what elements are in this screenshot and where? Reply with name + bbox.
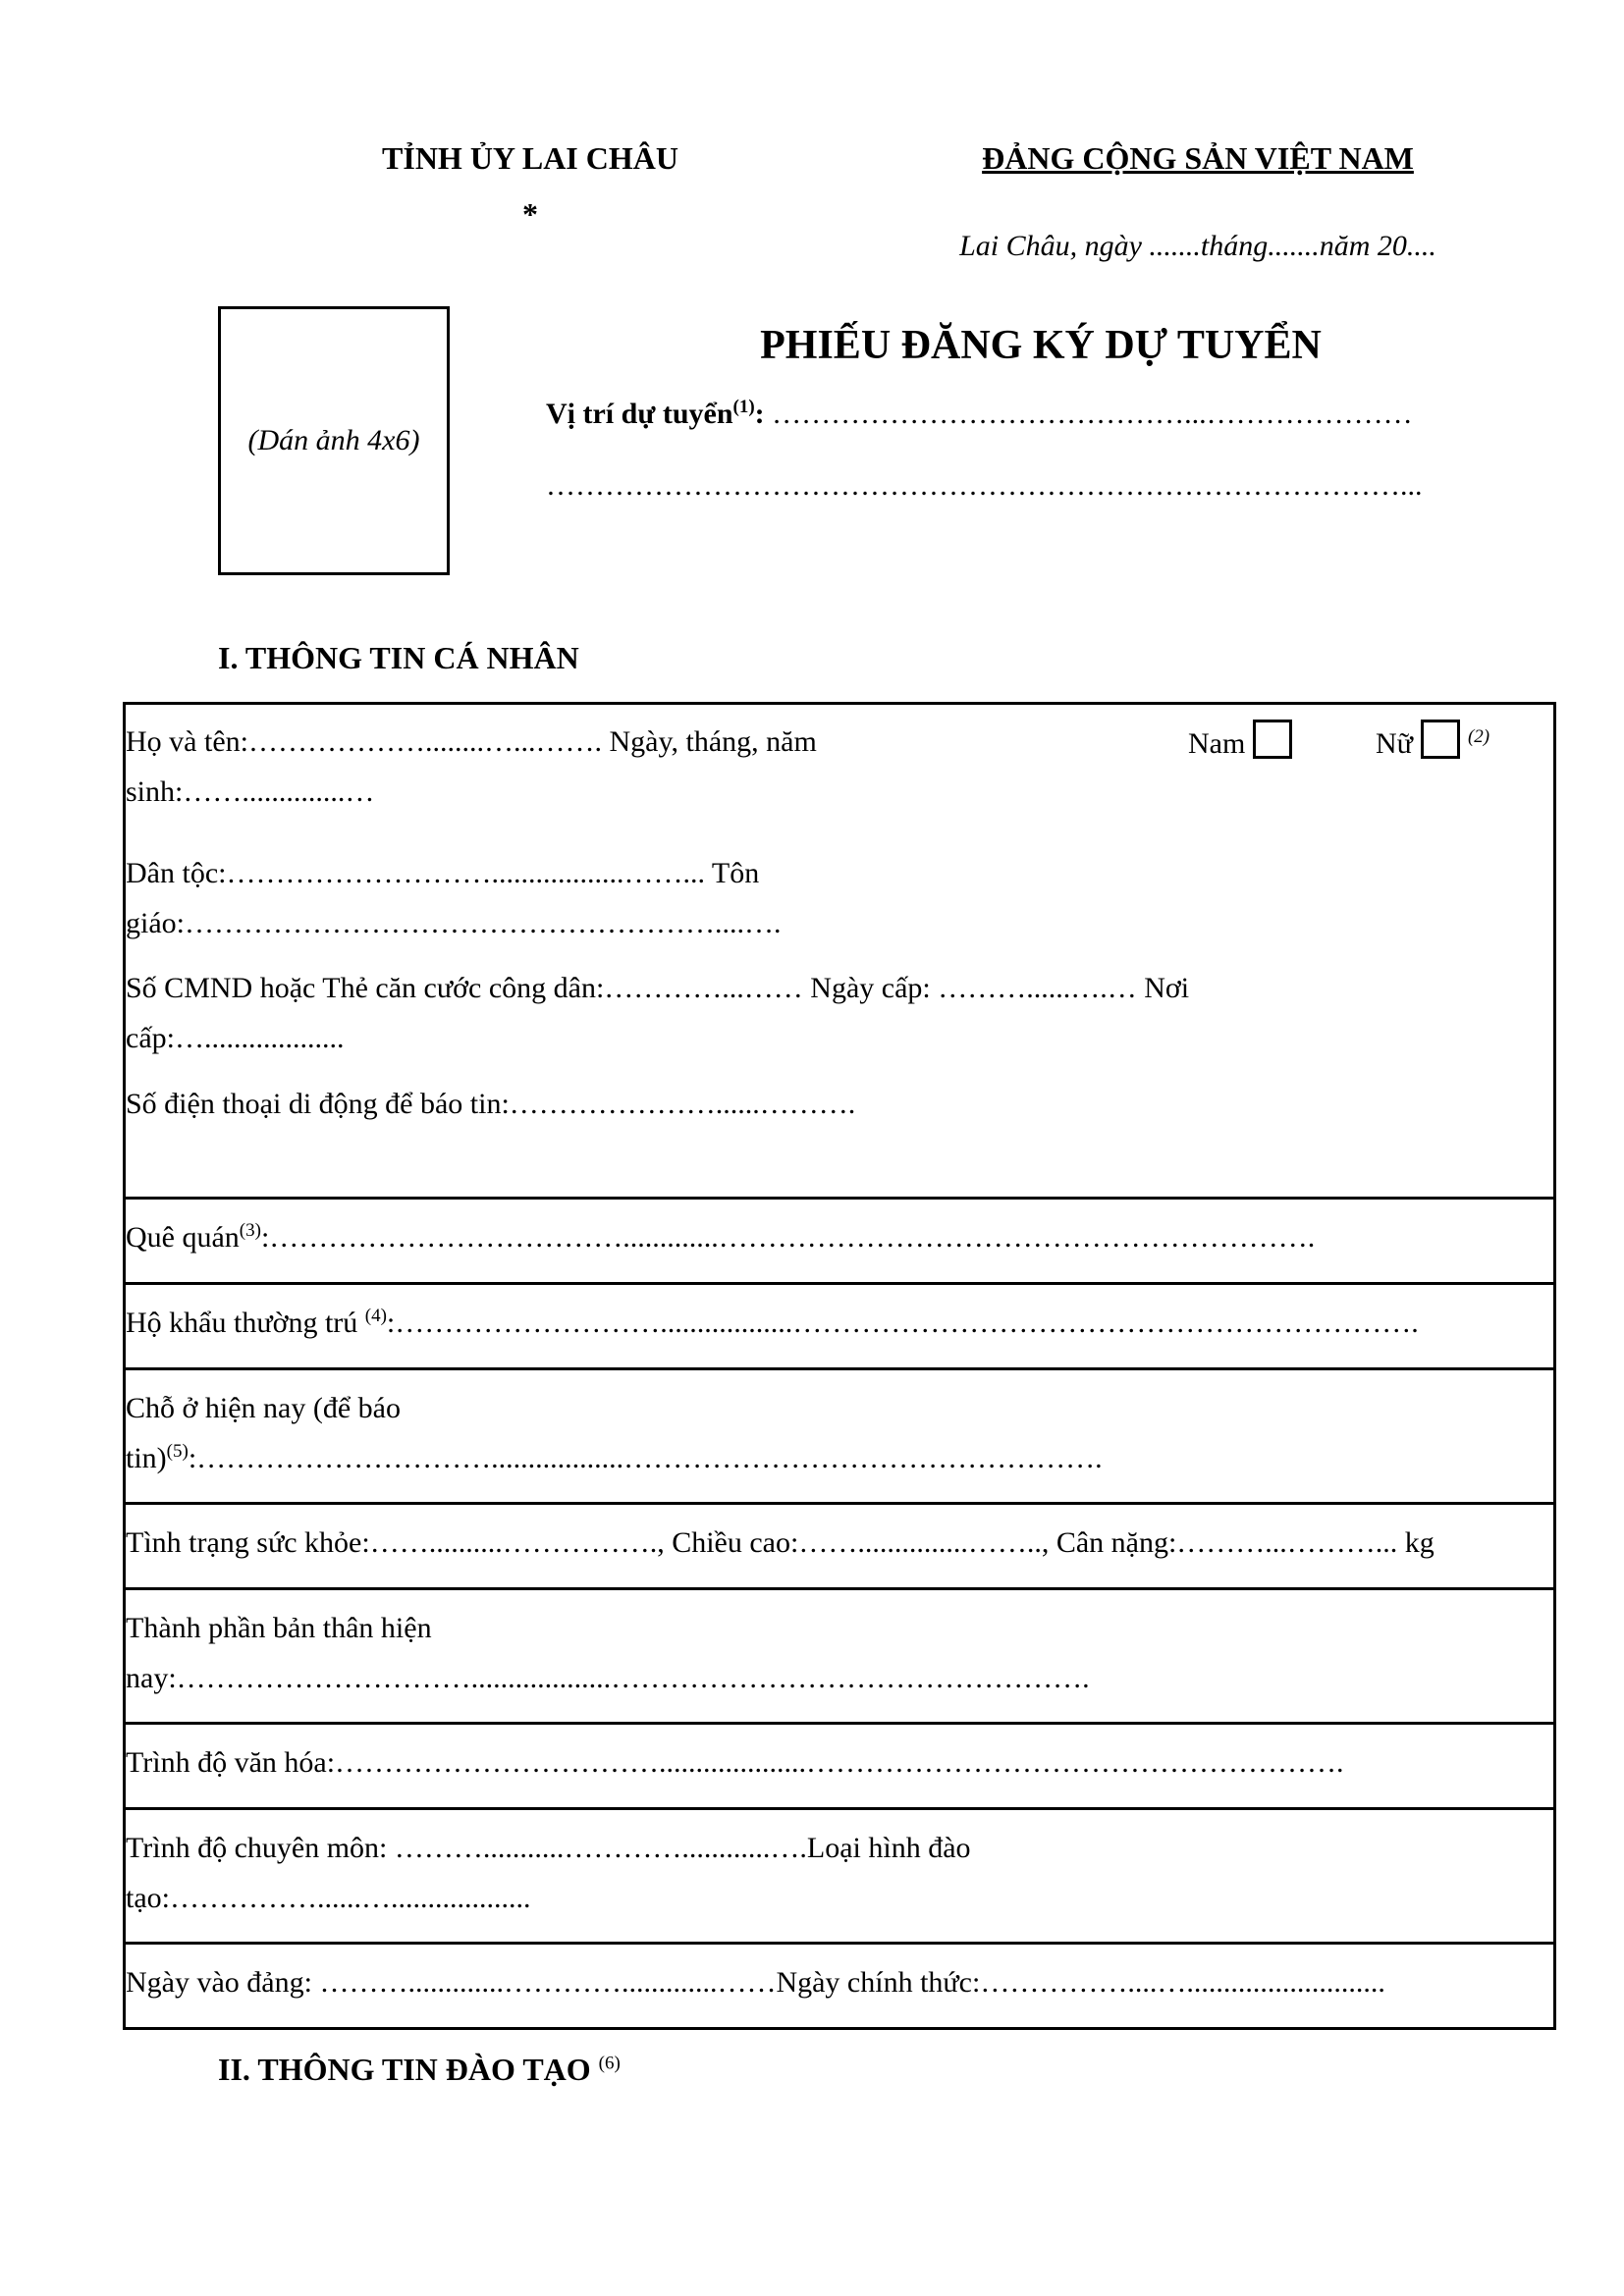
table-row-party-dates (126, 1945, 1553, 2030)
gender-female-label: Nữ (1376, 727, 1413, 760)
table-row-health (126, 1505, 1553, 1590)
hometown-label: Quê quán (126, 1221, 240, 1254)
table-row-hometown (126, 1200, 1553, 1285)
section2-note: (6) (598, 2053, 621, 2074)
section1-title: I. THÔNG TIN CÁ NHÂN (218, 640, 579, 675)
health-field[interactable]: Tình trạng sức khỏe:……..........……………., Chiều cao:……...............…….., Cân nặng:………...………... kg (126, 1526, 1435, 1559)
section2-title-text: II. THÔNG TIN ĐÀO TẠO (218, 2052, 591, 2087)
name-field[interactable]: Họ và tên:………………........…...……. Ngày, tháng, năm (126, 725, 817, 758)
form-title: PHIẾU ĐĂNG KÝ DỰ TUYỂN (760, 323, 1322, 368)
social-class-field-line1[interactable]: Thành phần bản thân hiện (126, 1612, 432, 1644)
org-star: * (522, 196, 538, 232)
address-field-line1[interactable]: Chỗ ở hiện nay (để báo (126, 1392, 401, 1424)
org-name: TỈNH ỦY LAI CHÂU (382, 140, 678, 176)
residence-dots: :………………………..................………………………………………………………. (386, 1307, 1419, 1339)
hometown-note: (3) (239, 1220, 261, 1241)
table-row-social-class (126, 1590, 1553, 1725)
specialty-field-line2[interactable]: tạo:……………......…................... (126, 1882, 531, 1914)
table-row-address (126, 1370, 1553, 1505)
gender-male-checkbox[interactable] (1253, 720, 1292, 759)
address-label: tin) (126, 1442, 167, 1474)
religion-field[interactable]: giáo:………………………………………………....…. (126, 907, 782, 939)
position-colon: : (754, 398, 765, 430)
social-class-field-line2[interactable]: nay:…………………………...................…………………………………………. (126, 1662, 1090, 1694)
gender-note: (2) (1467, 726, 1490, 747)
hometown-field[interactable] (126, 1221, 1315, 1255)
gender-male[interactable] (1188, 720, 1292, 761)
position-field[interactable] (546, 398, 1413, 431)
position-field-line2[interactable]: ……………………………………………………………………………... (546, 469, 1423, 502)
ethnicity-field[interactable]: Dân tộc:………………………..................……... Tôn (126, 857, 760, 889)
photo-label: (Dán ảnh 4x6) (247, 424, 420, 456)
photo-placeholder (218, 306, 450, 575)
gender-female[interactable] (1376, 720, 1489, 761)
section2-title (218, 2052, 621, 2088)
residence-note: (4) (364, 1306, 387, 1326)
date-line: Lai Châu, ngày .......tháng.......năm 20.... (959, 230, 1436, 262)
table-row-basic-info (126, 705, 1553, 1200)
position-label: Vị trí dự tuyển (546, 398, 733, 430)
residence-label: Hộ khẩu thường trú (126, 1307, 365, 1339)
position-note: (1) (732, 397, 755, 417)
party-name: ĐẢNG CỘNG SẢN VIỆT NAM (982, 140, 1414, 176)
residence-field[interactable] (126, 1307, 1419, 1340)
party-date-field[interactable]: Ngày vào đảng: ……….............………….............……Ngày chính thức:……………....…........................... (126, 1966, 1385, 1999)
personal-info-table (123, 702, 1556, 2030)
position-dots: ……………………………………...………………… (764, 398, 1413, 430)
education-field[interactable]: Trình độ văn hóa:……………………………....................………………………………………………. (126, 1746, 1344, 1779)
address-note: (5) (166, 1441, 189, 1462)
gender-male-label: Nam (1188, 727, 1246, 760)
id-issue-place-field[interactable]: cấp:…................... (126, 1022, 345, 1054)
id-number-field[interactable]: Số CMND hoặc Thẻ căn cước công dân:…………...…… Ngày cấp: ………......….… Nơi (126, 972, 1190, 1004)
address-dots: :…………………………..................…………………………………………. (188, 1442, 1103, 1474)
birthdate-field[interactable]: sinh:……..............… (126, 775, 375, 808)
gender-female-checkbox[interactable] (1421, 720, 1460, 759)
table-row-specialty (126, 1810, 1553, 1945)
table-row-residence (126, 1285, 1553, 1370)
table-row-education (126, 1725, 1553, 1810)
hometown-dots: :……………………………….............……………………………………………………. (260, 1221, 1316, 1254)
specialty-field-line1[interactable]: Trình độ chuyên môn: ………...........…………............….Loại hình đào (126, 1832, 971, 1864)
address-field-line2[interactable] (126, 1442, 1103, 1475)
phone-field[interactable]: Số điện thoại di động để báo tin:…………………......………. (126, 1088, 856, 1120)
